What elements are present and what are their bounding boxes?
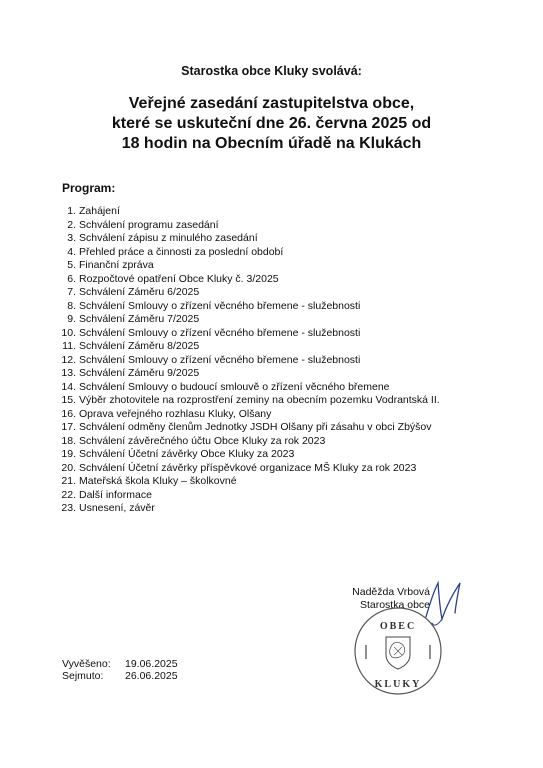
agenda-item-number: 20. [61,461,76,474]
agenda-item [40,354,520,368]
agenda-item-text: Schválení Smlouvy o budoucí smlouvě o zřízení věcného břemene [79,380,390,393]
agenda-item [40,462,520,476]
agenda-list [40,205,520,516]
agenda-item-text: Schválení Smlouvy o zřízení věcného břemene - služebnosti [79,353,361,366]
agenda-item-number: 17. [61,421,76,433]
agenda-item-text: Usnesení, závěr [79,502,155,514]
agenda-item-number: 2. [67,218,76,231]
title-line-3: 18 hodin na Obecním úřadě na Klukách [121,135,422,152]
agenda-item-text: Schválení Záměru 7/2025 [79,313,200,325]
posted-row [62,658,178,670]
agenda-item [40,313,520,327]
posted-label: Vyvěšeno: [62,658,111,670]
agenda-item [40,246,520,260]
posting-dates [62,658,178,682]
agenda-item [40,394,520,408]
signatory-role: Starostka obce [359,599,430,611]
agenda-item [40,475,520,489]
removed-row [62,670,178,682]
agenda-item-number: 23. [61,502,76,514]
agenda-item-text: Rozpočtové opatření Obce Kluky č. 3/2025 [79,272,279,285]
agenda-item-text: Schválení Účetní závěrky příspěvkové organizace MŠ Kluky za rok 2023 [79,461,417,474]
agenda-item-number: 12. [61,353,76,366]
agenda-item-text: Mateřská škola Kluky – školkovné [79,475,237,487]
agenda-item [40,232,520,246]
agenda-item [40,259,520,273]
municipal-stamp [352,605,444,697]
agenda-item-text: Schválení Účetní závěrky Obce Kluky za 2023 [79,448,295,460]
agenda-item [40,435,520,449]
agenda-item [40,286,520,300]
title-line-2: které se uskuteční dne 26. června 2025 od [111,115,432,132]
agenda-item-number: 7. [67,286,76,298]
agenda-item-number: 18. [61,434,76,447]
posted-date: 19.06.2025 [125,658,178,670]
agenda-item-text: Zahájení [79,205,120,217]
removed-label: Sejmuto: [62,670,104,682]
agenda-item-number: 22. [61,488,76,501]
agenda-item-number: 16. [61,407,76,420]
agenda-item-number: 3. [67,232,76,244]
agenda-item-text: Schválení Záměru 9/2025 [79,367,200,379]
agenda-item-number: 11. [62,340,76,352]
removed-date: 26.06.2025 [125,670,178,682]
agenda-item [40,273,520,287]
agenda-item-number: 1. [67,205,76,217]
agenda-item-text: Schválení Smlouvy o zřízení věcného břemene - služebnosti [79,299,361,312]
agenda-item-number: 6. [67,272,76,285]
agenda-item [40,205,520,219]
agenda-item [40,300,520,314]
agenda-item-number: 14. [61,380,76,393]
agenda-item-text: Výběr zhotovitele na rozprostření zeminy na obecním pozemku Vodrantská II. [79,394,440,406]
stamp-bottom-text: KLUKY [374,679,422,690]
agenda-item-number: 19. [61,448,76,460]
agenda-item [40,421,520,435]
agenda-item [40,219,520,233]
agenda-item-text: Schválení Záměru 6/2025 [79,286,200,298]
meeting-title [40,94,503,154]
agenda-item-number: 5. [67,259,76,271]
agenda-item-text: Další informace [79,488,152,501]
signatory-name: Naděžda Vrbová [352,586,430,598]
agenda-item-number: 15. [61,394,76,406]
agenda-item [40,340,520,354]
agenda-item-text: Přehled práce a činnosti za poslední období [79,245,284,258]
agenda-item-text: Schválení programu zasedání [79,218,219,231]
agenda-item-text: Finanční zpráva [79,259,154,271]
agenda-item-number: 10. [61,326,76,339]
agenda-item-number: 4. [67,245,76,258]
agenda-item-number: 9. [67,313,76,325]
agenda-item [40,367,520,381]
coat-of-arms-icon [386,637,410,669]
agenda-item-text: Schválení odměny členům Jednotky JSDH Olšany při zásahu v obci Zbýšov [79,421,432,433]
agenda-item-text: Schválení Smlouvy o zřízení věcného břemene - služebnosti [79,326,361,339]
title-line-1: Veřejné zasedání zastupitelstva obce, [128,95,415,112]
agenda-item-text: Schválení Záměru 8/2025 [79,340,200,352]
agenda-item-text: Schválení závěrečného účtu Obce Kluky za rok 2023 [79,434,326,447]
agenda-item [40,502,520,516]
stamp-top-text: OBEC [379,621,417,632]
agenda-item [40,489,520,503]
agenda-item [40,408,520,422]
program-heading: Program: [62,181,116,195]
agenda-item-text: Oprava veřejného rozhlasu Kluky, Olšany [79,407,272,420]
convener-line: Starostka obce Kluky svolává: [181,64,362,78]
agenda-item-text: Schválení zápisu z minulého zasedání [79,232,258,244]
agenda-item [40,327,520,341]
agenda-item-number: 8. [67,299,76,312]
agenda-item [40,381,520,395]
agenda-item-number: 21. [61,475,76,487]
agenda-item-number: 13. [61,367,76,379]
agenda-item [40,448,520,462]
